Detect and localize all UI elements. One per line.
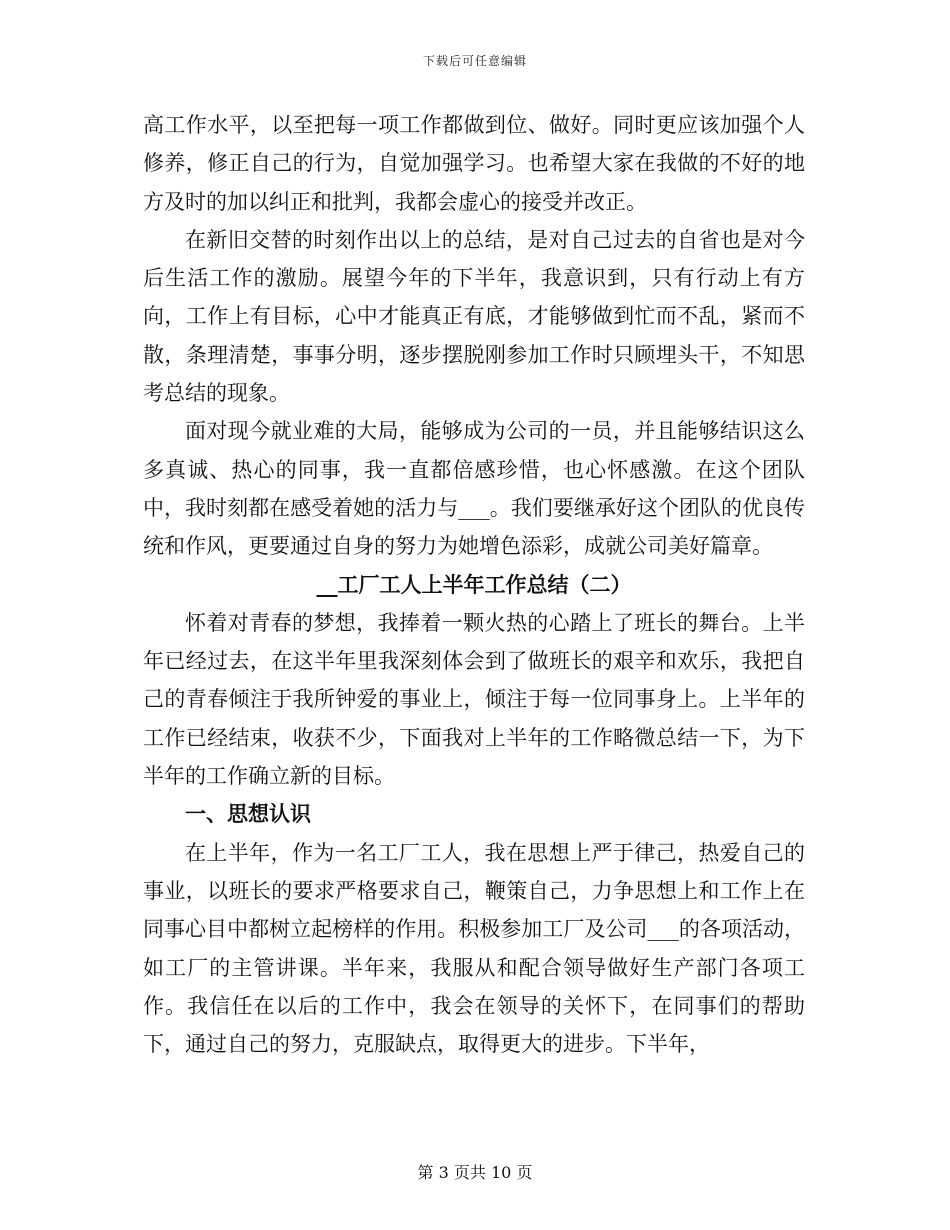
- paragraph-team: 面对现今就业难的大局，能够成为公司的一员，并且能够结识这么多真诚、热心的同事，我一直都倍感珍惜，也心怀感激。在这个团队中，我时刻都在感受着她的活力与___。我们要继承好这个团队的优良传统和作风，更要通过自身的努力为她增色添彩，成就公司美好篇章。: [143, 419, 805, 559]
- page-footer: 第 3 页共 10 页: [417, 1163, 533, 1182]
- paragraph-intro: 怀着对青春的梦想，我捧着一颗火热的心踏上了班长的舞台。上半年已经过去，在这半年里我深刻体会到了做班长的艰辛和欢乐，我把自己的青春倾注于我所钟爱的事业上，倾注于每一位同事身上。上半年的工作已经结束，收获不少，下面我对上半年的工作略微总结一下，为下半年的工作确立新的目标。: [143, 610, 805, 789]
- document-body: [143, 106, 805, 1063]
- page-header: 下载后可任意编辑: [422, 54, 527, 68]
- paragraph-continued: 高工作水平，以至把每一项工作都做到位、做好。同时更应该加强个人修养，修正自己的行为，自觉加强学习。也希望大家在我做的不好的地方及时的加以纠正和批判，我都会虚心的接受并改正。: [143, 113, 805, 214]
- section-title: __工厂工人上半年工作总结（二）: [316, 571, 632, 597]
- subheading-thinking: 一、思想认识: [185, 801, 311, 827]
- paragraph-summary: 在新旧交替的时刻作出以上的总结，是对自己过去的自省也是对今后生活工作的激励。展望今年的下半年，我意识到，只有行动上有方向，工作上有目标，心中才能真正有底，才能够做到忙而不乱，紧而不散，条理清楚，事事分明，逐步摆脱刚参加工作时只顾埋头干，不知思考总结的现象。: [143, 227, 805, 406]
- paragraph-thinking: 在上半年，作为一名工厂工人，我在思想上严于律己，热爱自己的事业，以班长的要求严格要求自己，鞭策自己，力争思想上和工作上在同事心目中都树立起榜样的作用。积极参加工厂及公司___的各项活动，如工厂的主管讲课。半年来，我服从和配合领导做好生产部门各项工作。我信任在以后的工作中，我会在领导的关怀下，在同事们的帮助下，通过自己的努力，克服缺点，取得更大的进步。下半年，: [143, 840, 805, 1057]
